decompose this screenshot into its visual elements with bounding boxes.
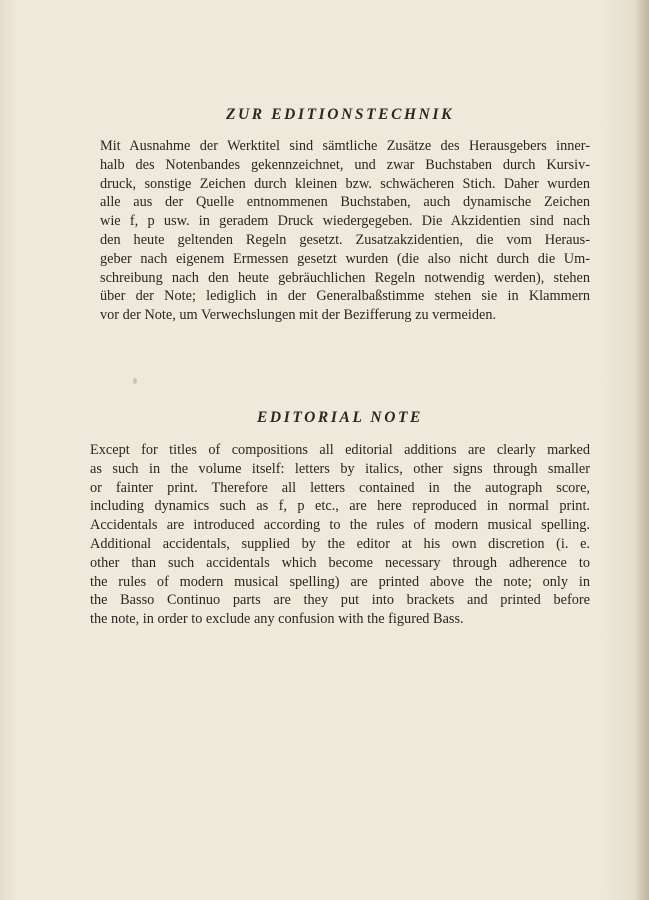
german-line: alle aus der Quelle entnommenen Buchstaben, auch dynamische Zeichen xyxy=(100,194,590,211)
english-line: or fainter print. Therefore all letters contained in the autograph score, xyxy=(90,479,590,496)
english-line: including dynamics such as f, p etc., are here reproduced in normal print. xyxy=(90,498,590,515)
german-heading: ZUR EDITIONSTECHNIK xyxy=(225,106,455,123)
german-line: schreibung nach den heute gebräuchlichen Regeln notwendig werden), stehen xyxy=(100,269,590,286)
german-line: druck, sonstige Zeichen durch kleinen bzw. schwächeren Stich. Daher wurden xyxy=(100,175,590,192)
german-line: vor der Note, um Verwechslungen mit der Bezifferung zu vermeiden. xyxy=(100,307,497,324)
german-line: Mit Ausnahme der Werktitel sind sämtliche Zusätze des Herausgebers inner- xyxy=(100,138,590,154)
english-line: the note, in order to exclude any confusion with the figured Bass. xyxy=(90,611,464,628)
english-line: the Basso Continuo parts are they put into brackets and printed before xyxy=(90,592,590,609)
english-section xyxy=(90,409,590,629)
german-line: über der Note; lediglich in der Generalbaßstimme stehen sie in Klammern xyxy=(100,288,590,305)
page-edge-shadow xyxy=(635,0,649,900)
english-line: the rules of modern musical spelling) are printed above the note; only in xyxy=(90,573,590,590)
english-line: as such in the volume itself: letters by italics, other signs through smaller xyxy=(90,460,590,477)
english-heading: EDITORIAL NOTE xyxy=(256,409,423,426)
paper-smudge xyxy=(133,378,137,384)
german-line: halb des Notenbandes gekennzeichnet, und zwar Buchstaben durch Kursiv- xyxy=(100,156,590,173)
english-line: Additional accidentals, supplied by the editor at his own discretion (i. e. xyxy=(90,535,590,552)
german-paragraph xyxy=(100,137,590,325)
english-line: other than such accidentals which become necessary through adherence to xyxy=(90,554,590,571)
english-line: Except for titles of compositions all editorial additions are clearly marked xyxy=(90,442,590,458)
german-section xyxy=(90,106,590,325)
german-line: geber nach eigenem Ermessen gesetzt wurden (die also nicht durch die Um- xyxy=(100,250,590,267)
english-paragraph xyxy=(90,441,590,629)
english-line: Accidentals are introduced according to the rules of modern musical spelling. xyxy=(90,517,590,534)
german-line: wie f, p usw. in geradem Druck wiedergegeben. Die Akzidentien sind nach xyxy=(100,213,590,230)
german-line: den heute geltenden Regeln gesetzt. Zusatzakzidentien, die vom Heraus- xyxy=(100,231,590,248)
